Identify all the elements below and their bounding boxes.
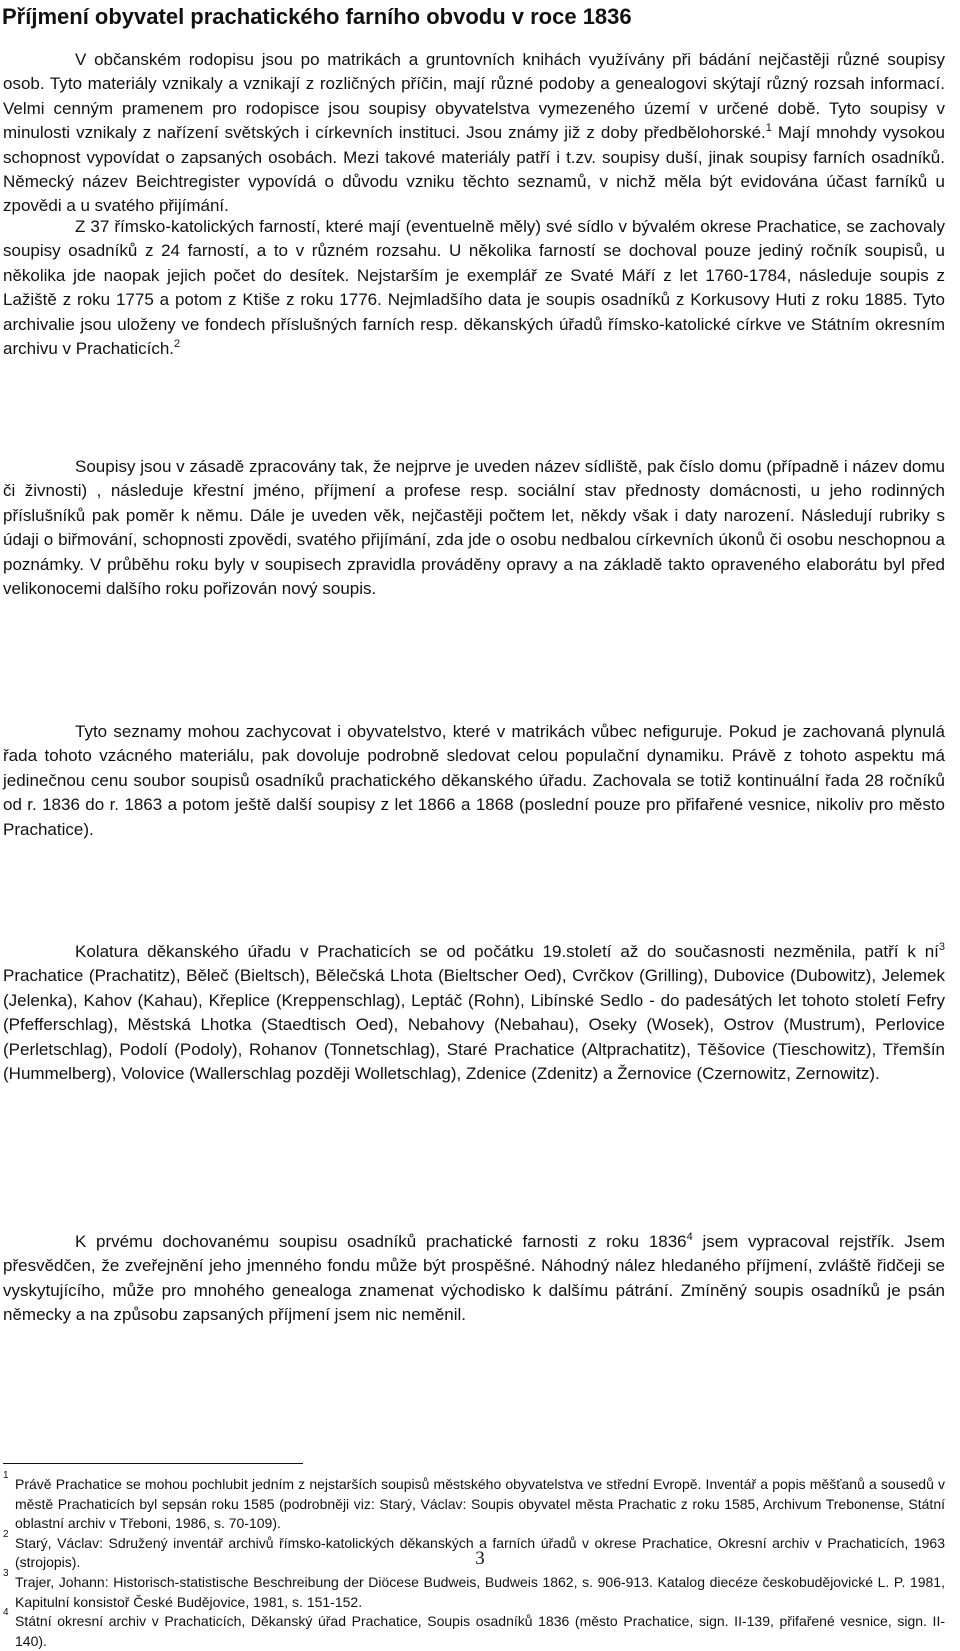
footnote-number: 1 (3, 1470, 9, 1481)
footnote-number: 4 (3, 1607, 9, 1619)
footnote-4 (3, 1607, 945, 1651)
paragraph-text: jsem vypracoval rejstřík. Jsem přesvědčen, že zveřejnění jeho jmenného fondu může být prospěšné. Náhodný nález hledaného příjmení, zvláště řidčeji se vyskytujícího, může pro mnohého genealoga znamenat východisko k dalšímu pátrání. Zmíněný soupis osadníků je psán německy a na způsobu zapsaných příjmení jsem nic neměnil. (3, 1232, 945, 1325)
paragraph-text: Mají mnohdy vysokou schopnost vypovídat o zapsaných osobách. Mezi takové materiály patří i t.zv. soupisy duší, jinak soupisy farních osadníků. Německý název Beichtregister vypovídá o důvodu vzniku těchto seznamů, v nichž měla být evidována účast farníků u zpovědi a u svatého přijímání. (3, 123, 945, 216)
footnote-3 (3, 1567, 945, 1612)
footnote-ref-4[interactable]: 4 (686, 1231, 693, 1243)
footnote-number: 3 (3, 1567, 9, 1579)
footnote-ref-2[interactable]: 2 (174, 338, 181, 351)
footnote-ref-1[interactable]: 1 (765, 122, 772, 135)
paragraph-2 (3, 215, 945, 361)
paragraph-4 (3, 720, 945, 842)
footnote-text: Právě Prachatice se mohou pochlubit jedním z nejstarších soupisů městského obyvatelstva ve střední Evropě. Inventář a popis měšťanů a sousedů v městě Prachaticích byl sepsán roku 1585 (podrobněji viz: Starý, Václav: Soupis obyvatel města Prachatic z roku 1585, Archivum Trebonense, Státní oblastní archiv v Třeboni, 1986, s. 70-109). (15, 1476, 945, 1532)
footnote-ref-3[interactable]: 3 (938, 941, 945, 953)
paragraph-5 (3, 940, 945, 1086)
paragraph-1 (3, 48, 945, 219)
paragraph-text: V občanském rodopisu jsou po matrikách a gruntovních knihách využívány při bádání nejčastěji různé soupisy osob. Tyto materiály vznikaly a vznikají z rozličných příčin, mají různé podoby a genealogovi skýtají různý rozsah informací. Velmi cenným pramenem pro rodopisce jsou soupisy obyvatelstva vymezeného území v určené době. Tyto soupisy v minulosti vznikaly z nařízení světských i církevních instituci. Jsou známy již z doby předbělohorské. (3, 50, 945, 143)
paragraph-text: Z 37 římsko-katolických farností, které mají (eventuelně měly) své sídlo v bývalém okrese Prachatice, se zachovaly soupisy osadníků z 24 farností, a to v různém rozsahu. U několika farností se dochoval pouze jediný ročník soupisů, u několika jde naopak jejich počet do desítek. Nejstarším je exemplář ze Svaté Máří z let 1760-1784, následuje soupis z Lažiště z roku 1775 a potom z Ktiše z roku 1776. Nejmladšího data je soupis osadníků z Korkusovy Huti z roku 1885. Tyto archivalie jsou uloženy ve fondech příslušných farních resp. děkanských úřadů římsko-katolické církve ve Státním okresním archivu v Prachaticích. (3, 217, 945, 359)
footnote-1 (3, 1470, 945, 1534)
paragraph-text: Kolatura děkanského úřadu v Prachaticích se od počátku 19.století až do současnosti nezměnila, patří k ní (75, 942, 939, 961)
paragraph-text: Tyto seznamy mohou zachycovat i obyvatelstvo, které v matrikách vůbec nefiguruje. Pokud je zachovaná plynulá řada tohoto vzácného materiálu, pak dovoluje podrobně sledovat celou populační dynamiku. Právě z tohoto aspektu má jedinečnou cenu soubor soupisů osadníků prachatického děkanského úřadu. Zachovala se totiž kontinuální řada 28 ročníků od r. 1836 do r. 1863 a potom ještě další soupisy z let 1866 a 1868 (poslední pouze pro přifařené vesnice, nikoliv pro město Prachatice). (3, 722, 945, 839)
footnote-text: Starý, Václav: Sdružený inventář archivů římsko-katolických děkanských a farních úřadů v okrese Prachatice, Okresní archiv v Prachaticích, 1963 (strojopis). (15, 1534, 945, 1571)
paragraph-text: K prvému dochovanému soupisu osadníků prachatické farnosti z roku 1836 (75, 1232, 687, 1251)
paragraph-text: Prachatice (Prachatitz), Běleč (Bieltsch), Bělečská Lhota (Bieltscher Oed), Cvrčkov (Grilling), Dubovice (Dubowitz), Jelemek (Jelenka), Kahov (Kahau), Křeplice (Kreppenschlag), Leptáč (Rohn), Libínské Sedlo - do padesátých let tohoto století Fefry (Pfefferschlag), Městská Lhotka (Staedtisch Oed), Nebahovy (Nebahau), Oseky (Wosek), Ostrov (Mustrum), Perlovice (Perletschlag), Podolí (Podoly), Rohanov (Tonnetschlag), Staré Prachatice (Altprachatitz), Těšovice (Tieschowitz), Třemšín (Hummelberg), Volovice (Wallerschlag později Wolletschlag), Zdenice (Zdenitz) a Žernovice (Czernowitz, Zernowitz). (3, 966, 945, 1084)
page-title: Příjmení obyvatel prachatického farního obvodu v roce 1836 (2, 4, 632, 29)
paragraph-text: Soupisy jsou v zásadě zpracovány tak, že nejprve je uveden název sídliště, pak číslo domu (případně i název domu či živnosti) , následuje křestní jméno, příjmení a profese resp. sociální stav přednosty domácnosti, u jeho rodinných příslušníků pak poměr k němu. Dále je uveden věk, nejčastěji počtem let, někdy však i daty narození. Následují rubriky s údaji o biřmování, schopnosti zpovědi, svatého přijímání, zda jde o osobu nedbalou církevních úkonů či osobu neschopnou a poznámky. V průběhu roku byly v soupisech zpravidla prováděny opravy a na základě takto opraveného elaborátu byl před velikonocemi dalšího roku pořizován nový soupis. (3, 457, 945, 599)
page-number: 3 (475, 1548, 485, 1569)
footnote-text: Trajer, Johann: Historisch-statistische Beschreibung der Diöcese Budweis, Budweis 1862, s. 906-913. Katalog diecéze českobudějovické L. P. 1981, Kapitulní konsistoř České Budějovice, 1981, s. 151-152. (15, 1573, 945, 1610)
paragraph-3 (3, 455, 945, 601)
footnote-divider (3, 1463, 303, 1464)
footnote-number: 2 (3, 1528, 9, 1540)
paragraph-6 (3, 1230, 945, 1328)
footnote-text: Státní okresní archiv v Prachaticích, Děkanský úřad Prachatice, Soupis osadníků 1836 (město Prachatice, sign. II-139, přifařené vesnice, sign. II-140). (15, 1613, 945, 1649)
